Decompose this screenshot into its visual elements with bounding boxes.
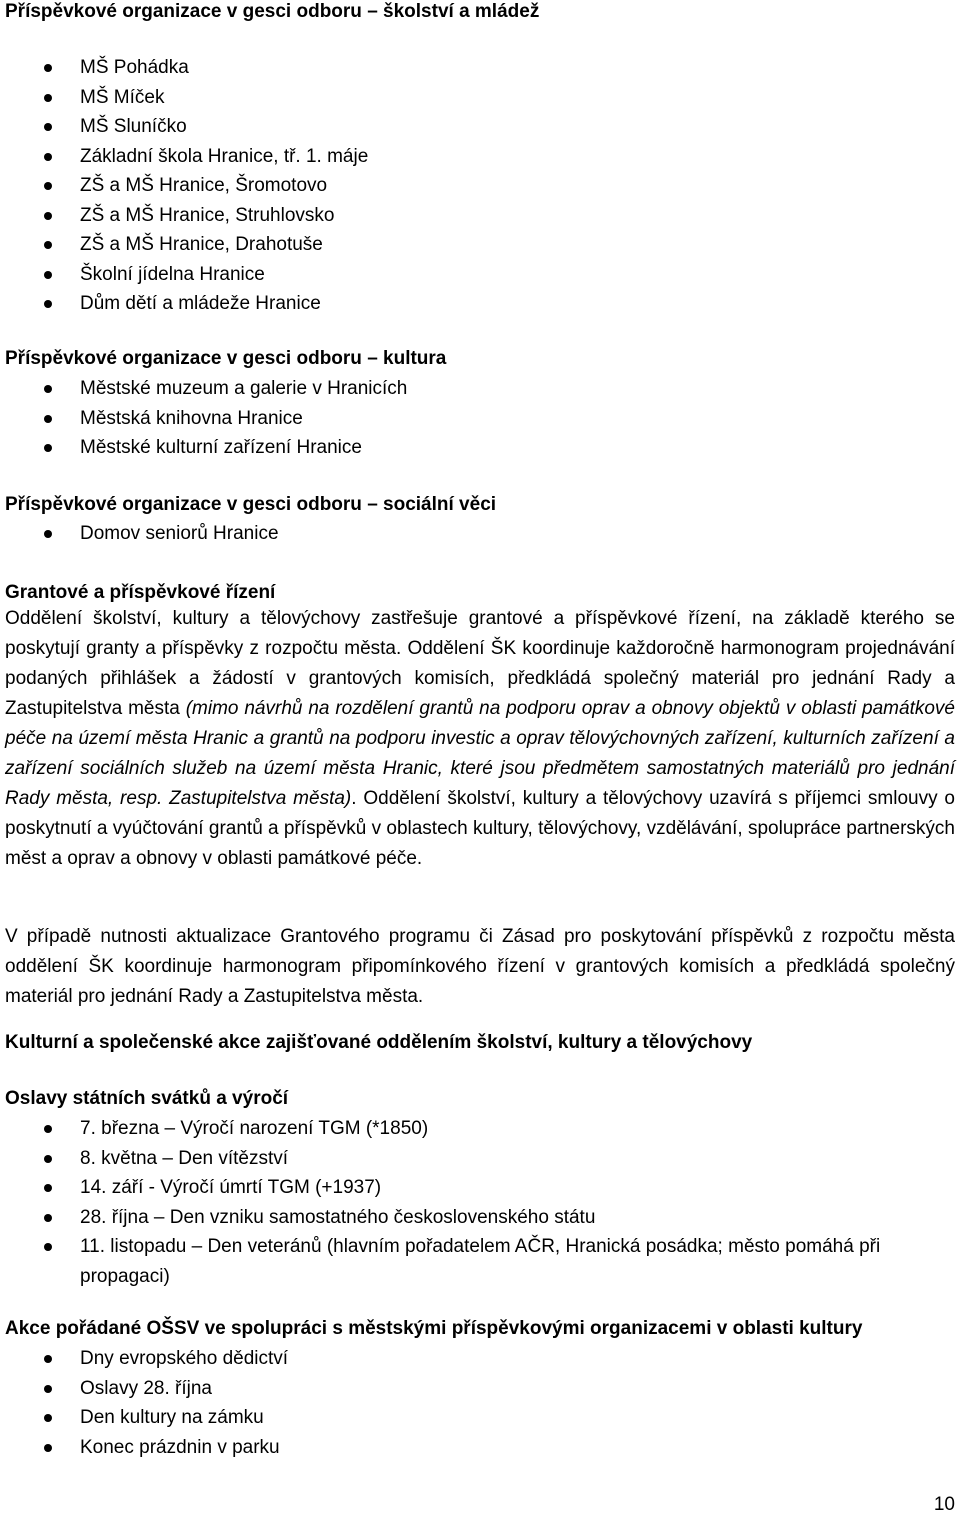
list-item: Dny evropského dědictví xyxy=(5,1344,955,1374)
list-item: MŠ Sluníčko xyxy=(5,112,955,142)
grants-paragraph-2: V případě nutnosti aktualizace Grantového programu či Zásad pro poskytování příspěvků z rozpočtu města oddělení ŠK koordinuje harmonogram připomínkového řízení v grantových komisích a předkládá společný materiál pro jednání Rady a Zastupitelstva města. xyxy=(5,926,955,1007)
list-item: Oslavy 28. října xyxy=(5,1374,955,1404)
list-item: MŠ Míček xyxy=(5,83,955,113)
grants-text-b: . Oddělení školství, kultury a tělovýchovy uzavírá s příjemci smlouvy o poskytnutí a vyúčtování grantů a příspěvků v oblastech kultury, tělovýchovy, vzdělávání, spolupráce partnerských měst a oprav a obnovy v oblasti památkové péče. xyxy=(5,788,955,869)
list-item: Konec prázdnin v parku xyxy=(5,1433,955,1463)
list-item: 7. března – Výročí narození TGM (*1850) xyxy=(5,1114,955,1144)
section-heading-osv: Akce pořádané OŠSV ve spolupráci s městskými příspěvkovými organizacemi v oblasti kultury xyxy=(5,1318,863,1339)
list-item: Základní škola Hranice, tř. 1. máje xyxy=(5,142,955,172)
list-item: Den kultury na zámku xyxy=(5,1403,955,1433)
section-heading-culture: Příspěvkové organizace v gesci odboru – kultura xyxy=(5,348,447,369)
list-item: Dům dětí a mládeže Hranice xyxy=(5,289,955,319)
list-item: 28. října – Den vzniku samostatného československého státu xyxy=(5,1203,955,1233)
section-heading-events: Kulturní a společenské akce zajišťované oddělením školství, kultury a tělovýchovy xyxy=(5,1032,753,1053)
list-school xyxy=(5,53,955,319)
grants-text-italic: (mimo návrhů na rozdělení grantů na podporu oprav a obnovy objektů v oblasti památkové péče na území města Hranic a grantů na podporu investic a oprav tělovýchovných zařízení, kulturních zařízení a zařízení sociálních služeb na území města Hranic, které jsou předmětem samostatných materiálů pro jednání Rady města, resp. Zastupitelstva města) xyxy=(5,698,955,809)
section-heading-social: Příspěvkové organizace v gesci odboru – sociální věci xyxy=(5,494,497,515)
list-item: ZŠ a MŠ Hranice, Šromotovo xyxy=(5,171,955,201)
list-item: 8. května – Den vítězství xyxy=(5,1144,955,1174)
list-osv xyxy=(5,1344,955,1462)
section-heading-holidays: Oslavy státních svátků a výročí xyxy=(5,1088,289,1109)
list-holidays xyxy=(5,1114,955,1291)
list-item: Městské kulturní zařízení Hranice xyxy=(5,433,955,463)
page-number: 10 xyxy=(933,1494,955,1515)
list-item: MŠ Pohádka xyxy=(5,53,955,83)
list-item: ZŠ a MŠ Hranice, Struhlovsko xyxy=(5,201,955,231)
list-item: ZŠ a MŠ Hranice, Drahotuše xyxy=(5,230,955,260)
list-item: Domov seniorů Hranice xyxy=(5,519,955,549)
list-social xyxy=(5,519,955,549)
list-item: Školní jídelna Hranice xyxy=(5,260,955,290)
list-item: 14. září - Výročí úmrtí TGM (+1937) xyxy=(5,1173,955,1203)
list-item: 11. listopadu – Den veteránů (hlavním pořadatelem AČR, Hranická posádka; město pomáhá při propagaci) xyxy=(5,1232,955,1291)
list-item: Městské muzeum a galerie v Hranicích xyxy=(5,374,955,404)
list-item: Městská knihovna Hranice xyxy=(5,404,955,434)
list-culture xyxy=(5,374,955,463)
grants-text-a: Oddělení školství, kultury a tělovýchovy zastřešuje grantové a příspěvkové řízení, na základě kterého se poskytují granty a příspěvky z rozpočtu města. Oddělení ŠK koordinuje každoročně harmonogram projednávání podaných přihlášek a žádostí v grantových komisích, předkládá společný materiál pro jednání Rady a Zastupitelstva města xyxy=(5,608,955,719)
section-heading-school: Příspěvkové organizace v gesci odboru – školství a mládež xyxy=(5,1,540,22)
grants-paragraph-1 xyxy=(5,604,955,874)
section-heading-grants: Grantové a příspěvkové řízení xyxy=(5,582,276,603)
